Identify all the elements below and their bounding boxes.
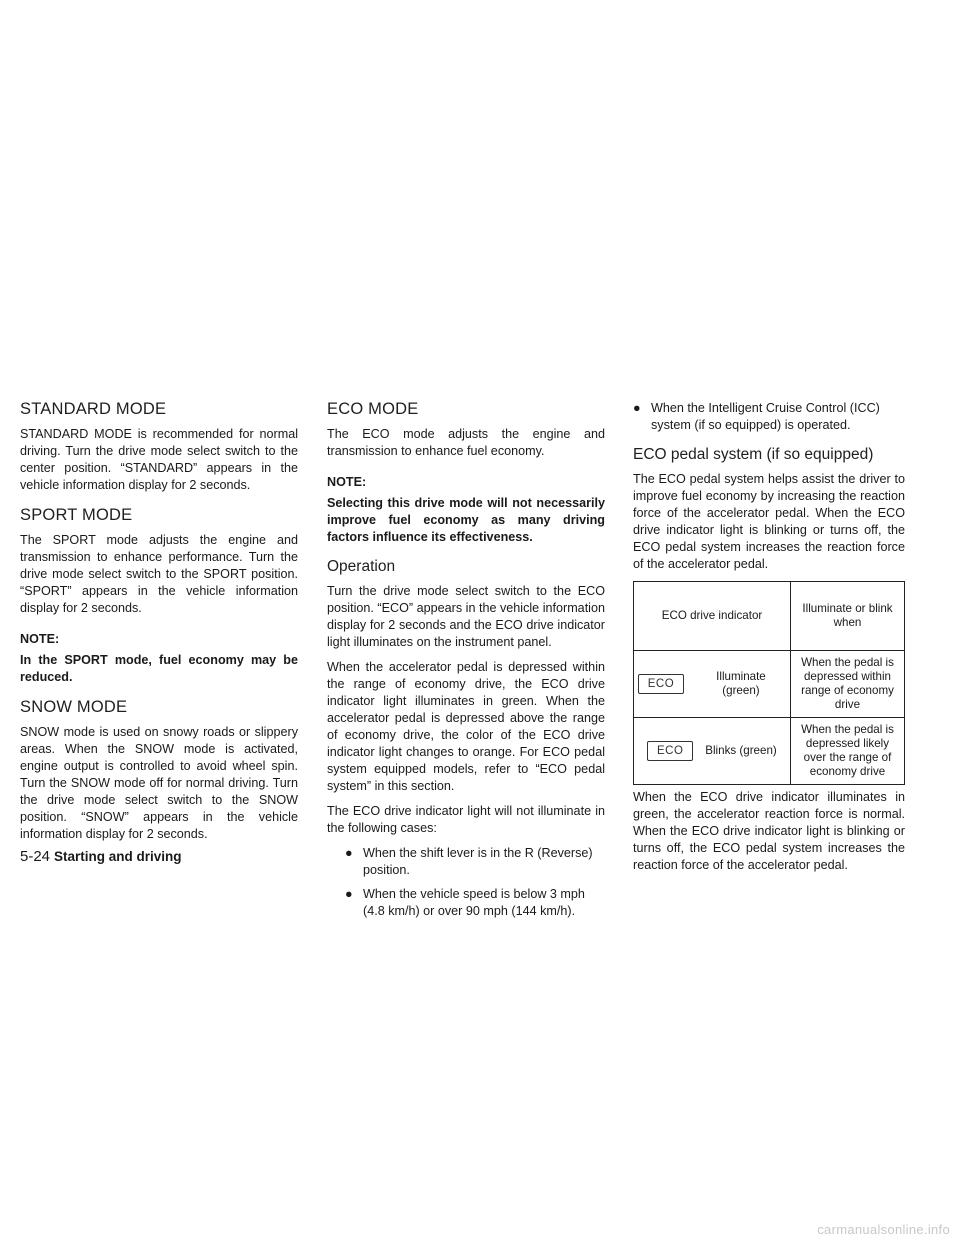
eco-note-text: Selecting this drive mode will not necessarily improve fuel economy as many driving factors influence its effectiveness. [327,496,605,544]
column-left [20,400,298,851]
heading-eco-mode: ECO MODE [327,400,419,418]
chapter-title: Starting and driving [54,849,182,864]
eco-pedal-text-1: The ECO pedal system helps assist the driver to improve fuel economy by increasing the reaction force of the accelerator pedal. When the ECO drive indicator light is blinking or turns off, the ECO pedal system increases the reaction force of the accelerator pedal. [633,472,905,571]
list-item: ● When the vehicle speed is below 3 mph (4.8 km/h) or over 90 mph (144 km/h). [345,887,585,918]
page-footer [20,848,182,865]
operation-bullet-list [327,845,605,920]
operation-text-3: The ECO drive indicator light will not illuminate in the following cases: [327,804,605,835]
eco-pedal-text-2: When the ECO drive indicator illuminates in green, the accelerator reaction force is normal. When the ECO drive indicator light is blinking or turns off, the ECO pedal system increases the reaction force of the accelerator pedal. [633,790,905,872]
section-sport-mode [20,506,298,686]
section-operation [327,558,605,920]
snow-mode-text: SNOW mode is used on snowy roads or slippery areas. When the SNOW mode is activated, engine output is controlled to avoid wheel spin. Turn the SNOW mode off for normal driving. Turn the drive mode select switch to the SNOW position. “SNOW” appears in the vehicle information display for 2 seconds. [20,725,298,841]
table-row [634,718,905,785]
section-snow-mode [20,698,298,843]
section-standard-mode [20,400,298,494]
bullet-icon: ● [345,846,353,860]
eco-mode-text: The ECO mode adjusts the engine and transmission to enhance fuel economy. [327,427,605,458]
list-item: ● When the shift lever is in the R (Reverse) position. [345,846,593,877]
eco-note-label: NOTE: [327,475,367,489]
table-header-row [634,582,905,651]
operation-text-1: Turn the drive mode select switch to the ECO position. “ECO” appears in the vehicle information display for 2 seconds and the ECO drive indicator light illuminates on the instrument panel. [327,584,605,649]
indicator-state: Illuminate (green) [716,670,766,697]
table-cell-when: When the pedal is depressed within range of economy drive [791,651,905,718]
heading-standard-mode: STANDARD MODE [20,400,167,418]
section-eco-mode [327,400,605,546]
operation-bullet-list-continued [633,400,905,434]
heading-operation: Operation [327,558,396,575]
section-eco-pedal-system [633,446,905,874]
table-cell-when: When the pedal is depressed likely over the range of economy drive [791,718,905,785]
eco-indicator-icon: ECO [647,741,693,761]
eco-indicator-table [633,581,905,785]
column-middle [327,400,605,928]
table-header-when: Illuminate or blink when [791,582,905,651]
bullet-icon: ● [345,887,353,901]
heading-sport-mode: SPORT MODE [20,506,133,524]
indicator-state: Blinks (green) [705,744,777,757]
watermark-text: carmanualsonline.info [817,1222,950,1237]
sport-note-text: In the SPORT mode, fuel economy may be reduced. [20,653,298,684]
heading-snow-mode: SNOW MODE [20,698,128,716]
column-right [633,400,905,882]
sport-mode-text: The SPORT mode adjusts the engine and transmission to enhance performance. Turn the drive mode select switch to the SPORT position. “SPORT” appears in the vehicle information display for 2 seconds. [20,533,298,615]
bullet-icon: ● [633,401,641,415]
eco-indicator-icon: ECO [638,674,684,694]
table-row [634,651,905,718]
page-number: 5-24 [20,848,51,865]
heading-eco-pedal-system: ECO pedal system (if so equipped) [633,446,874,463]
standard-mode-text: STANDARD MODE is recommended for normal driving. Turn the drive mode select switch to the center position. “STANDARD” appears in the vehicle information display for 2 seconds. [20,427,298,492]
sport-note-label: NOTE: [20,632,60,646]
table-header-indicator: ECO drive indicator [634,582,791,651]
table-cell-indicator [634,718,791,785]
list-item: ● When the Intelligent Cruise Control (ICC) system (if so equipped) is operated. [633,401,880,432]
operation-text-2: When the accelerator pedal is depressed within the range of economy drive, the ECO drive indicator light illuminates in green. When the accelerator pedal is depressed above the range of economy drive, the color of the ECO drive indicator light changes to orange. For ECO pedal system equipped models, refer to “ECO pedal system” in this section. [327,660,605,793]
table-cell-indicator [634,651,791,718]
